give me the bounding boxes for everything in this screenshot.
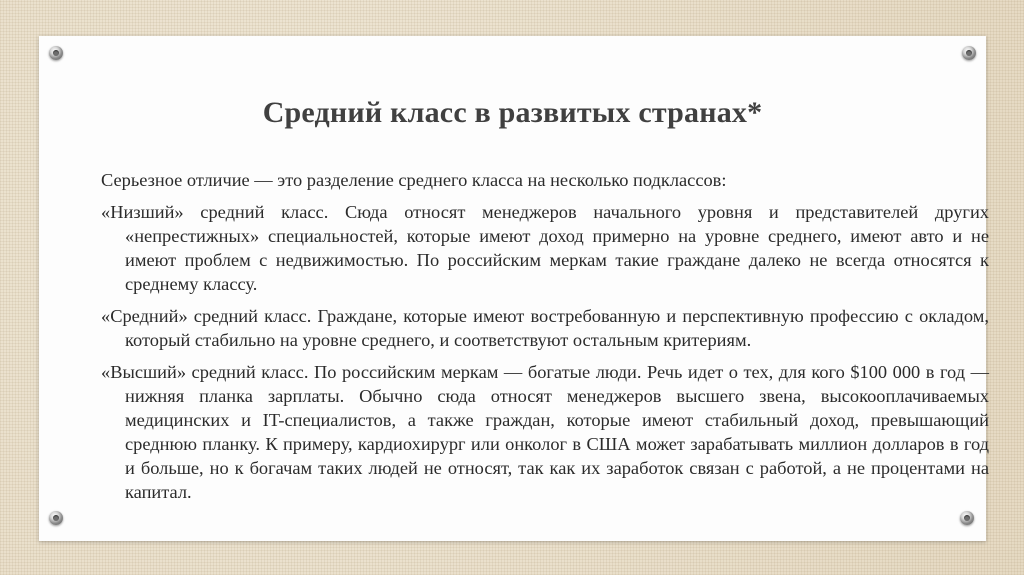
slide-card	[39, 36, 989, 541]
pin-icon	[49, 511, 63, 525]
pin-icon	[962, 46, 976, 60]
slide-title: Средний класс в развитых странах*	[262, 96, 763, 129]
pin-icon	[960, 511, 974, 525]
lower-middle-class-paragraph: «Низший» средний класс. Сюда относят менеджеров начального уровня и представителей других «непрестижных» специальностей, которые имеют доход примерно на уровне среднего, имеют авто и не имеют проблем с недвижимостью. По российским меркам такие граждане далеко не всегда относятся к среднему классу.	[101, 202, 989, 294]
slide-body	[101, 168, 989, 512]
upper-middle-class-paragraph: «Высший» средний класс. По российским меркам — богатые люди. Речь идет о тех, для кого $100 000 в год — нижняя планка зарплаты. Обычно сюда относят менеджеров высшего звена, высокооплачиваемых медицинских и IT-специалистов, а также граждан, которые имеют стабильный доход, превышающий среднюю планку. К примеру, кардиохирург или онколог в США может зарабатывать миллион долларов в год и больше, но к богачам таких людей не относят, так как их заработок связан с работой, а не процентами на капитал.	[101, 362, 989, 502]
pin-icon	[49, 46, 63, 60]
intro-paragraph: Серьезное отличие — это разделение среднего класса на несколько подклассов:	[101, 170, 727, 190]
middle-middle-class-paragraph: «Средний» средний класс. Граждане, которые имеют востребованную и перспективную профессию с окладом, который стабильно на уровне среднего, и соответствуют остальным критериям.	[101, 306, 989, 350]
